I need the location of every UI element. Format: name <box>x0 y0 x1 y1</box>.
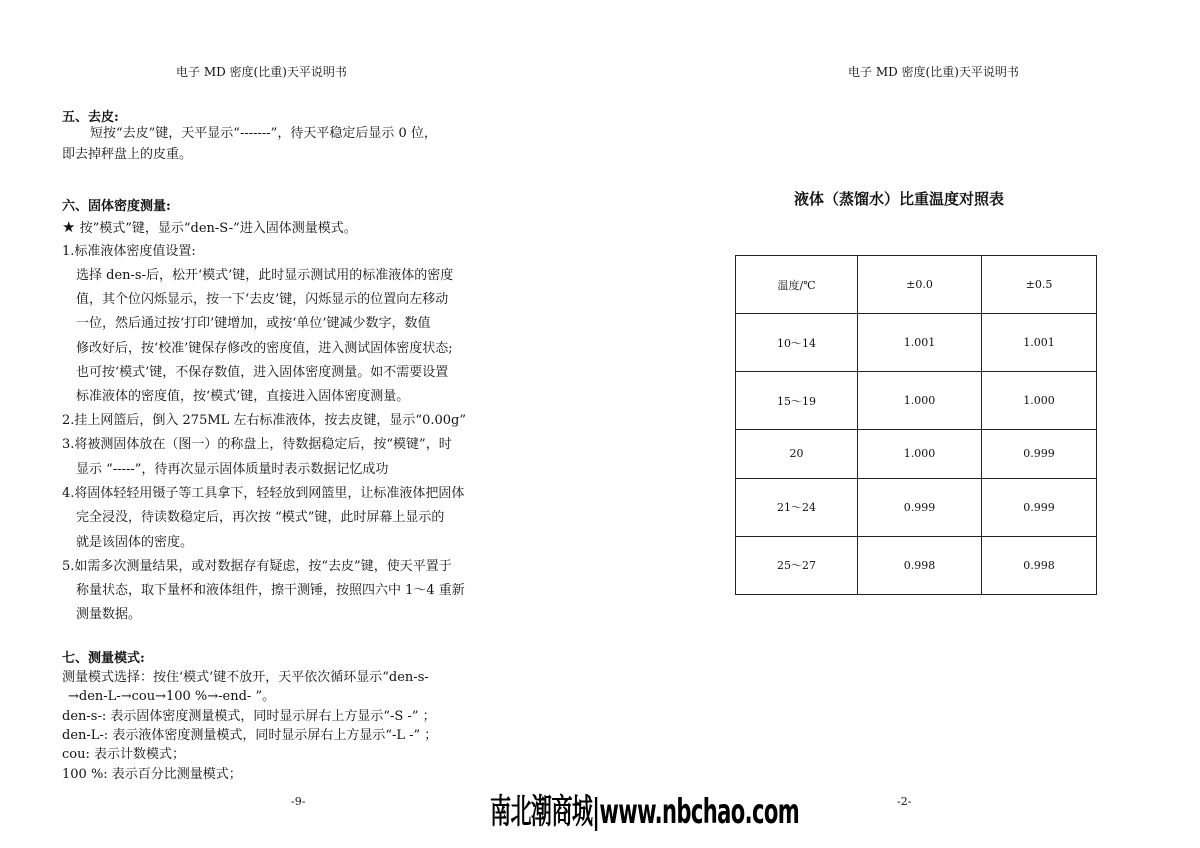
section-6-line: 选择 den-s-后，松开‘模式’键，此时显示测试用的标准液体的密度 <box>76 268 454 283</box>
section-7-line: 测量模式选择：按住‘模式’键不放开，天平依次循环显示“den-s- <box>62 670 429 685</box>
section-7-line: den-L-: 表示液体密度测量模式，同时显示屏右上方显示“-L -” ； <box>62 728 438 743</box>
table-cell: 25～27 <box>736 536 858 594</box>
table-row <box>736 536 1097 594</box>
left-page-header: 电子 MD 密度(比重)天平说明书 <box>176 65 347 79</box>
section-7-line: 100 %: 表示百分比测量模式； <box>62 767 242 782</box>
section-6-line: 4.将固体轻轻用镊子等工具拿下，轻轻放到网篮里，让标准液体把固体 <box>62 486 465 501</box>
section-6-line: 标准液体的密度值，按‘模式’键，直接进入固体密度测量。 <box>76 389 410 404</box>
section-6-line: 一位，然后通过按‘打印’键增加，或按‘单位’键减少数字，数值 <box>76 316 431 331</box>
section-6-line: 3.将被测固体放在（图一）的称盘上，待数据稳定后，按“模键”，时 <box>62 437 452 452</box>
table-cell: 0.999 <box>982 430 1097 479</box>
section-6-heading: 六、固体密度测量: <box>62 199 171 214</box>
section-6-line: 修改好后，按‘校准’键保存修改的密度值，进入测试固体密度状态; <box>76 341 453 356</box>
star-icon: ★ <box>62 218 76 236</box>
section-6-line: 完全浸没，待读数稳定后，再次按 “模式”键，此时屏幕上显示的 <box>76 510 445 525</box>
table-cell: 10～14 <box>736 314 858 372</box>
section-6-line: 2.挂上网篮后，倒入 275ML 左右标准液体，按去皮键，显示“0.00g” <box>62 413 466 428</box>
table-cell: 0.998 <box>982 536 1097 594</box>
table-cell: 0.998 <box>858 536 982 594</box>
table-row <box>736 478 1097 536</box>
right-page-header: 电子 MD 密度(比重)天平说明书 <box>848 65 1019 79</box>
section-6-star-text: 按”模式”键，显示“den-S-”进入固体测量模式。 <box>79 221 357 236</box>
section-6-line: 测量数据。 <box>76 607 142 622</box>
section-5-line: 即去掉秤盘上的皮重。 <box>62 147 193 162</box>
section-6-star-line <box>62 217 357 239</box>
table-row <box>736 430 1097 479</box>
table-cell: 0.999 <box>858 478 982 536</box>
table-header-row <box>736 256 1097 314</box>
table-cell: 1.000 <box>982 372 1097 430</box>
watermark-text: 南北潮商城|www.nbchao.com <box>490 792 800 832</box>
table-header-cell: 温度/℃ <box>736 256 858 314</box>
density-temperature-table <box>735 255 1097 595</box>
section-6-line: 称量状态，取下量杯和液体组件，擦干测锤，按照四六中 1～4 重新 <box>76 583 465 598</box>
table-cell: 1.000 <box>858 430 982 479</box>
table-cell: 1.001 <box>858 314 982 372</box>
table-cell: 15～19 <box>736 372 858 430</box>
table-title: 液体（蒸馏水）比重温度对照表 <box>794 190 1005 208</box>
table-row <box>736 314 1097 372</box>
section-5-heading: 五、去皮: <box>62 110 119 125</box>
section-5-line: 短按“去皮”键，天平显示“-------”，待天平稳定后显示 0 位， <box>90 126 437 141</box>
table-header-cell: ±0.0 <box>858 256 982 314</box>
section-6-line: 1.标准液体密度值设置: <box>62 244 196 259</box>
section-7-line: →den-L-→cou→100 %→-end- ”。 <box>68 689 276 704</box>
table-cell: 21～24 <box>736 478 858 536</box>
section-7-heading: 七、测量模式: <box>62 651 145 666</box>
left-page-number: -9- <box>291 795 306 808</box>
right-page-number: -2- <box>897 795 912 808</box>
table-cell: 1.000 <box>858 372 982 430</box>
section-7-line: den-s-: 表示固体密度测量模式，同时显示屏右上方显示“-S -” ； <box>62 709 436 724</box>
table-cell: 20 <box>736 430 858 479</box>
section-6-line: 值，其个位闪烁显示，按一下‘去皮’键，闪烁显示的位置向左移动 <box>76 292 449 307</box>
table-row <box>736 372 1097 430</box>
section-7-line: cou: 表示计数模式； <box>62 747 185 762</box>
section-6-line: 也可按‘模式’键，不保存数值，进入固体密度测量。如不需要设置 <box>76 365 449 380</box>
section-6-line: 就是该固体的密度。 <box>76 535 194 550</box>
section-6-line: 显示 “-----”，待再次显示固体质量时表示数据记忆成功 <box>76 462 389 477</box>
table-cell: 1.001 <box>982 314 1097 372</box>
table-cell: 0.999 <box>982 478 1097 536</box>
section-6-line: 5.如需多次测量结果，或对数据存有疑虑，按“去皮”键，使天平置于 <box>62 559 452 574</box>
table-header-cell: ±0.5 <box>982 256 1097 314</box>
